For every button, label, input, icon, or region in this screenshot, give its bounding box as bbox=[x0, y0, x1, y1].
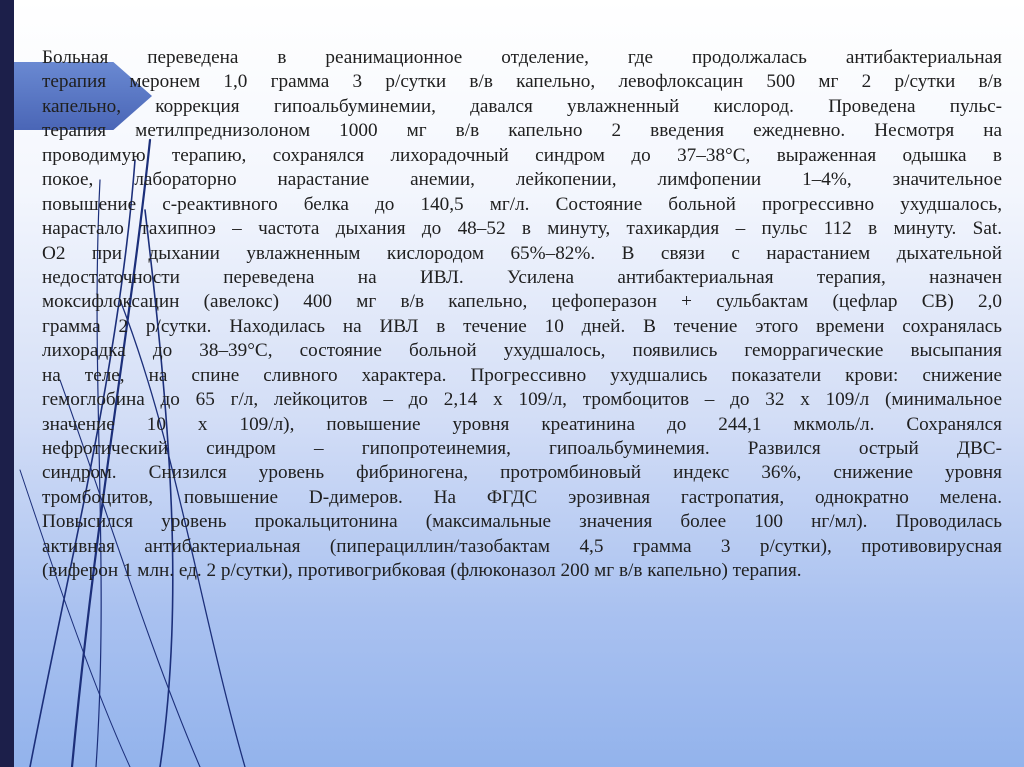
paragraph-line: О2 при дыхании увлажненным кислородом 65%–82%. В связи с нарастанием дыхательной bbox=[42, 242, 1002, 264]
paragraph-line: на теле, на спине сливного характера. Прогрессивно ухудшались показатели крови: снижение bbox=[42, 364, 1002, 386]
paragraph-line: активная антибактериальная (пиперациллин/тазобактам 4,5 грамма 3 р/сутки), противовирусная bbox=[42, 535, 1002, 557]
paragraph-line: терапия меронем 1,0 грамма 3 р/сутки в/в капельно, левофлоксацин 500 мг 2 р/сутки в/в bbox=[42, 71, 1002, 93]
paragraph-line: моксифлоксацин (авелокс) 400 мг в/в капельно, цефоперазон + сульбактам (цефлар СВ) 2,0 bbox=[42, 291, 1002, 313]
slide-body-text bbox=[42, 46, 1002, 584]
paragraph-line: недостаточности переведена на ИВЛ. Усилена антибактериальная терапия, назначен bbox=[42, 266, 1002, 288]
paragraph-line: значение 10 х 109/л), повышение уровня креатинина до 244,1 мкмоль/л. Сохранялся bbox=[42, 413, 1002, 435]
paragraph-line: синдром. Снизился уровень фибриногена, протромбиновый индекс 36%, снижение уровня bbox=[42, 462, 1002, 484]
paragraph-line: гемоглобина до 65 г/л, лейкоцитов – до 2,14 х 109/л, тромбоцитов – до 32 х 109/л (минимальное bbox=[42, 389, 1002, 411]
paragraph-line: тромбоцитов, повышение D-димеров. На ФГДС эрозивная гастропатия, однократно мелена. bbox=[42, 486, 1002, 508]
paragraph-line: повышение с-реактивного белка до 140,5 мг/л. Состояние больной прогрессивно ухудшалось, bbox=[42, 193, 1002, 215]
paragraph-line: лихорадка до 38–39°С, состояние больной ухудшалось, появились геморрагические высыпания bbox=[42, 340, 1002, 362]
paragraph-line: покое, лабораторно нарастание анемии, лейкопении, лимфопении 1–4%, значительное bbox=[42, 169, 1002, 191]
paragraph-line: капельно, коррекция гипоальбуминемии, давался увлажненный кислород. Проведена пульс- bbox=[42, 95, 1002, 117]
paragraph-line: грамма 2 р/сутки. Находилась на ИВЛ в течение 10 дней. В течение этого времени сохранялась bbox=[42, 315, 1002, 337]
paragraph-line: нарастало тахипноэ – частота дыхания до 48–52 в минуту, тахикардия – пульс 112 в минуту. Sat. bbox=[42, 218, 1002, 240]
paragraph-line: проводимую терапию, сохранялся лихорадочный синдром до 37–38°С, выраженная одышка в bbox=[42, 144, 1002, 166]
paragraph-line: Больная переведена в реанимационное отделение, где продолжалась антибактериальная bbox=[42, 47, 1002, 68]
paragraph-line: Повысился уровень прокальцитонина (максимальные значения более 100 нг/мл). Проводилась bbox=[42, 511, 1002, 533]
paragraph-line: (виферон 1 млн. ед. 2 р/сутки), противогрибковая (флюконазол 200 мг в/в капельно) терапия. bbox=[42, 560, 802, 582]
paragraph-line: нефротический синдром – гипопротеинемия, гипоальбуминемия. Развился острый ДВС- bbox=[42, 438, 1002, 459]
paragraph-line: терапия метилпреднизолоном 1000 мг в/в капельно 2 введения ежедневно. Несмотря на bbox=[42, 120, 1002, 142]
